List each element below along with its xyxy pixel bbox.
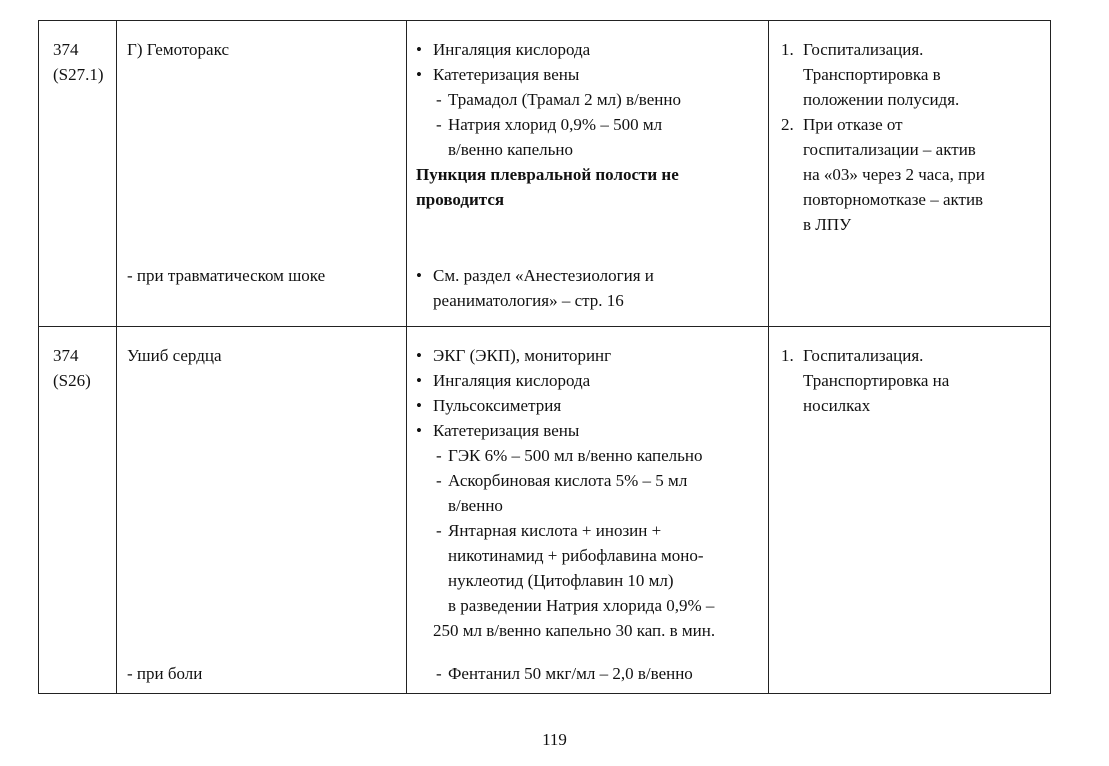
tactic-item-continuation: повторномотказе – актив — [803, 190, 984, 209]
tactics-cell — [769, 327, 1051, 694]
icd-number: 374 — [53, 346, 79, 365]
code-cell — [39, 327, 117, 694]
tactic-item: 1. Госпитализация. — [781, 40, 924, 59]
icd-number: 374 — [53, 40, 79, 59]
tactic-item-continuation: Транспортировка на — [803, 371, 950, 390]
icd-code: (S27.1) — [53, 65, 104, 84]
diagnosis-title: Г) Гемоторакс — [127, 40, 229, 59]
drug-item-continuation: в/венно капельно — [448, 140, 573, 159]
drug-item-continuation: никотинамид + рибофлавина моно- — [448, 546, 704, 565]
tactic-item-continuation: в ЛПУ — [803, 215, 852, 234]
treatment-cell — [407, 21, 769, 327]
tactic-item: 1. Госпитализация. — [781, 346, 924, 365]
tactics-cell — [769, 21, 1051, 327]
sub-condition: - при травматическом шоке — [127, 266, 326, 285]
page-number: 119 — [542, 730, 567, 749]
tactic-item-continuation: носилках — [803, 396, 871, 415]
treatment-bullet: • Ингаляция кислорода — [416, 371, 591, 390]
tactic-item-continuation: Транспортировка в — [803, 65, 941, 84]
tactic-item: 2. При отказе от — [781, 115, 903, 134]
diagnosis-cell — [117, 21, 407, 327]
treatment-reference: • См. раздел «Анестезиология и — [416, 266, 654, 285]
treatment-bullet: • Пульсоксиметрия — [416, 396, 562, 415]
drug-item: - Трамадол (Трамал 2 мл) в/венно — [436, 90, 681, 109]
table-row — [39, 21, 1051, 327]
diagnosis-title: Ушиб сердца — [127, 346, 222, 365]
drug-item-continuation: в/венно — [448, 496, 503, 515]
drug-item: - Натрия хлорид 0,9% – 500 мл — [436, 115, 663, 134]
drug-item-continuation: нуклеотид (Цитофлавин 10 мл) — [448, 571, 674, 590]
dilution-note-continuation: 250 мл в/венно капельно 30 кап. в мин. — [433, 621, 716, 640]
drug-item: - Фентанил 50 мкг/мл – 2,0 в/венно — [436, 664, 693, 683]
treatment-bullet: • Катетеризация вены — [416, 65, 580, 84]
tactic-item-continuation: положении полусидя. — [803, 90, 960, 109]
warning-note: Пункция плевральной полости не — [416, 165, 679, 184]
treatment-cell — [407, 327, 769, 694]
protocol-table — [38, 20, 1051, 694]
diagnosis-cell — [117, 327, 407, 694]
drug-item: - Аскорбиновая кислота 5% – 5 мл — [436, 471, 688, 490]
dilution-note: в разведении Натрия хлорида 0,9% – — [448, 596, 715, 615]
drug-item: - Янтарная кислота + инозин + — [436, 521, 662, 540]
tactic-item-continuation: на «03» через 2 часа, при — [803, 165, 985, 184]
treatment-reference-continuation: реаниматология» – стр. 16 — [433, 291, 624, 310]
treatment-bullet: • ЭКГ (ЭКП), мониторинг — [416, 346, 612, 365]
treatment-bullet: • Ингаляция кислорода — [416, 40, 591, 59]
treatment-bullet: • Катетеризация вены — [416, 421, 580, 440]
tactic-item-continuation: госпитализации – актив — [803, 140, 976, 159]
warning-note-continuation: проводится — [416, 190, 505, 209]
drug-item: - ГЭК 6% – 500 мл в/венно капельно — [436, 446, 703, 465]
table-row — [39, 327, 1051, 694]
code-cell — [39, 21, 117, 327]
sub-condition: - при боли — [127, 664, 203, 683]
icd-code: (S26) — [53, 371, 91, 390]
